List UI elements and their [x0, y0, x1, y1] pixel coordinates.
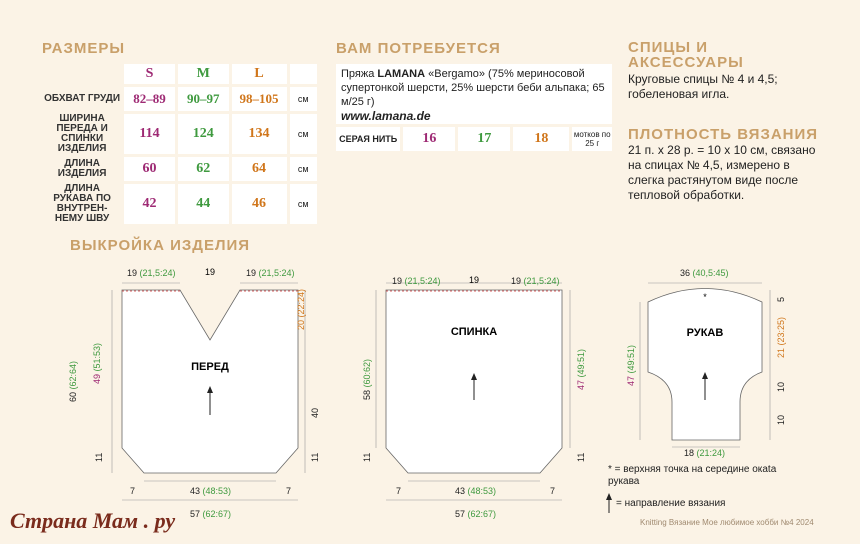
sizes-title: РАЗМЕРЫ: [42, 40, 126, 57]
unit: см: [290, 184, 318, 224]
skein-s: 16: [403, 127, 455, 151]
header-m: M: [178, 64, 229, 84]
cell-value: 90–97: [178, 87, 229, 111]
color-label: СЕРАЯ НИТЬ: [336, 127, 400, 151]
row-label: ОБХВАТ ГРУДИ: [44, 93, 121, 104]
cell-value: 60: [124, 157, 175, 181]
website-link[interactable]: www.lamana.de: [341, 109, 431, 123]
cell-value: 134: [232, 114, 287, 154]
legend-arrow: = направление вязания: [616, 498, 726, 509]
back-left-outer: 58 (60:62): [362, 358, 372, 400]
header-s: S: [124, 64, 175, 84]
back-corner-r: 7: [550, 486, 556, 496]
watermark: Страна Мам . ру: [10, 508, 176, 533]
back-bottom-left: 11: [362, 452, 372, 462]
needles-title: СПИЦЫ И АКСЕССУАРЫ: [628, 39, 744, 71]
row-label: ДЛИНА ИЗДЕЛИЯ: [57, 158, 107, 179]
front-top-left: 19 (21,5:24): [127, 268, 176, 278]
sleeve-top: 36 (40,5:45): [680, 268, 729, 278]
skein-m: 17: [458, 127, 510, 151]
front-corner-r: 7: [286, 486, 292, 496]
sleeve-label: РУКАВ: [686, 327, 724, 339]
row-label: ДЛИНА РУКАВА ПО ВНУТРЕН-НЕМУ ШВУ: [53, 183, 111, 224]
front-bottom-outer: 57 (62:67): [190, 509, 232, 519]
sleeve-piece: [640, 283, 770, 447]
skein-unit: мотков по 25 г: [572, 127, 612, 151]
cell-value: 98–105: [232, 87, 287, 111]
cell-value: 42: [124, 184, 175, 224]
front-label: ПЕРЕД: [191, 361, 229, 373]
legend-star: * = верхняя точка на середине окаta рукава: [608, 464, 777, 487]
sleeve-right-mid: 10: [776, 381, 786, 392]
footer-credit: Knitting Вязание Мое любимое хобби №4 2024: [640, 518, 814, 527]
cell-value: 124: [178, 114, 229, 154]
unit: см: [290, 157, 318, 181]
gauge-title: ПЛОТНОСТЬ ВЯЗАНИЯ: [628, 126, 819, 143]
front-upper-right: 40: [310, 407, 320, 418]
back-right-inner: 47 (49:51): [576, 348, 586, 390]
cell-value: 44: [178, 184, 229, 224]
front-top-right: 19 (21,5:24): [246, 268, 295, 278]
cell-value: 82–89: [124, 87, 175, 111]
back-top-right: 19 (21,5:24): [511, 276, 560, 286]
yarn-box: [336, 64, 612, 124]
back-bottom-inner: 43 (48:53): [455, 486, 497, 496]
sleeve-left: 47 (49:51): [626, 344, 636, 386]
back-bottom-right: 11: [576, 452, 586, 462]
front-left-inner: 49 (51:53): [92, 342, 102, 384]
back-top-mid: 19: [468, 275, 480, 285]
back-corner-l: 7: [396, 486, 402, 496]
sizes-table: [40, 61, 320, 227]
skein-l: 18: [513, 127, 569, 151]
back-bottom-outer: 57 (62:67): [455, 509, 497, 519]
needles-text: Круговые спицы № 4 и 4,5; гобеленовая игла.: [628, 72, 778, 101]
front-top-mid: 19: [204, 267, 216, 277]
row-label: ШИРИНА ПЕРЕДА И СПИНКИ ИЗДЕЛИЯ: [56, 113, 108, 154]
sleeve-cap: 5: [776, 296, 786, 302]
front-piece: [112, 267, 305, 500]
gauge-text: 21 п. х 28 р. = 10 х 10 см, связано на спицах № 4,5, измерено в слегка растянутом виде после тепловой обработки.: [628, 143, 816, 202]
front-bottom-right: 11: [310, 452, 320, 462]
cell-value: 62: [178, 157, 229, 181]
yarn-brand: LAMANA: [377, 68, 426, 80]
sleeve-bottom: 18 (21:24): [684, 448, 726, 458]
pattern-title: ВЫКРОЙКА ИЗДЕЛИЯ: [70, 237, 251, 254]
skeins-table: [333, 124, 615, 154]
front-bottom-left: 11: [94, 452, 104, 462]
front-corner-l: 7: [130, 486, 136, 496]
unit: см: [290, 87, 318, 111]
front-bottom-inner: 43 (48:53): [190, 486, 232, 496]
sleeve-right-low: 10: [776, 414, 786, 425]
cell-value: 64: [232, 157, 287, 181]
pattern-diagram: [0, 258, 860, 530]
yarn-prefix: Пряжа: [341, 68, 378, 80]
back-piece: [376, 275, 570, 500]
needs-title: ВАМ ПОТРЕБУЕТСЯ: [336, 40, 501, 57]
back-label: СПИНКА: [450, 326, 498, 338]
header-l: L: [232, 64, 287, 84]
unit: см: [290, 114, 318, 154]
back-top-left: 19 (21,5:24): [392, 276, 441, 286]
cell-value: 46: [232, 184, 287, 224]
svg-text:*: *: [703, 292, 707, 302]
sleeve-right-upper: 21 (23:25): [776, 316, 786, 358]
front-neck-depth: 20 (22:24): [296, 288, 306, 330]
yarn-text: «Bergamo» (75% мериносовой супертонкой шерсти, 25% шерсти беби альпака; 65 м/25 г): [341, 68, 605, 108]
front-left-outer: 60 (62:64): [68, 360, 78, 402]
cell-value: 114: [124, 114, 175, 154]
